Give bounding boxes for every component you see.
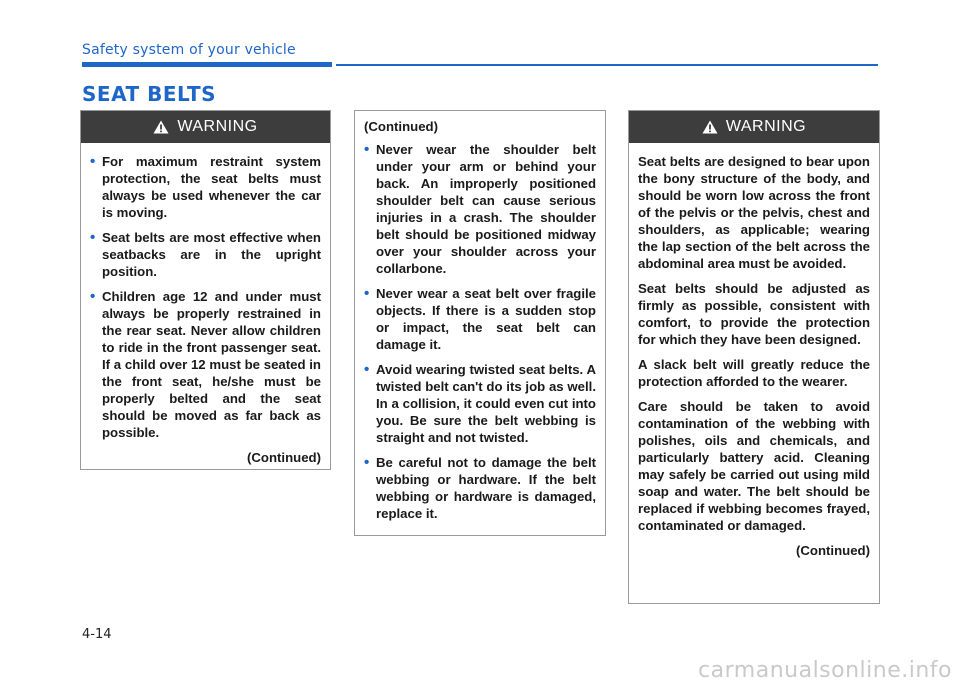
- bullet-icon: •: [90, 229, 96, 246]
- warning-triangle-icon: [702, 120, 718, 134]
- warning-content-left: [81, 143, 330, 474]
- warning-box-right: [628, 110, 880, 604]
- paragraph: Seat belts are designed to bear upon the bony structure of the body, and should be worn low across the front of the pelvis or the pelvis, chest and shoulders, as applicable; wearing the lap section of the belt across the abdominal area must be avoided.: [638, 154, 870, 271]
- list-item: • Avoid wearing twisted seat belts. A twisted belt can't do its job as well. In a collision, it could even cut into you. Be sure the belt webbing is straight and not twisted.: [364, 361, 596, 445]
- list-item: • Children age 12 and under must always be properly restrained in the rear seat. Never allow children to ride in the front passenger seat. If a child over 12 must be seated in the front seat, he/she must be properly belted and the seat should be moved as far back as possible.: [90, 288, 321, 440]
- warning-label: WARNING: [725, 118, 807, 135]
- bullet-icon: •: [364, 361, 370, 378]
- warning-triangle-icon: [153, 120, 169, 134]
- bullet-icon: •: [90, 153, 96, 170]
- list-item: • Be careful not to damage the belt webbing or hardware. If the belt webbing or hardware is damaged, replace it.: [364, 454, 596, 521]
- running-header: Safety system of your vehicle: [82, 42, 296, 58]
- continued-box-middle: [354, 110, 606, 536]
- continued-content-middle: [355, 111, 605, 538]
- warning-header-left: [81, 111, 330, 143]
- header-rule-thick: [82, 62, 332, 67]
- bullet-icon: •: [364, 454, 370, 471]
- bullet-icon: •: [90, 288, 96, 305]
- continued-label: (Continued): [364, 119, 438, 134]
- watermark: carmanualsonline.info: [698, 658, 952, 683]
- warning-header-right: [629, 111, 879, 143]
- section-title: SEAT BELTS: [82, 82, 216, 106]
- list-item: • For maximum restraint system protection, the seat belts must always be used whenever the car is moving.: [90, 153, 321, 220]
- paragraph: A slack belt will greatly reduce the protection afforded to the wearer.: [638, 357, 870, 389]
- bullet-icon: •: [364, 141, 370, 158]
- list-item: • Never wear the shoulder belt under your arm or behind your back. An improperly positioned shoulder belt can cause serious injuries in a crash. The shoulder belt should be positioned midway over your shoulder across your collarbone.: [364, 141, 596, 276]
- bullet-icon: •: [364, 285, 370, 302]
- warning-label: WARNING: [177, 118, 258, 135]
- warning-box-left: [80, 110, 331, 470]
- page-number: 4-14: [82, 627, 112, 642]
- continued-label: (Continued): [247, 450, 321, 465]
- header-rule-thin: [336, 64, 878, 66]
- continued-label: (Continued): [796, 543, 870, 558]
- paragraph: Seat belts should be adjusted as firmly as possible, consistent with comfort, to provide the protection for which they have been designed.: [638, 281, 870, 347]
- list-item: • Seat belts are most effective when seatbacks are in the upright position.: [90, 229, 321, 279]
- list-item: • Never wear a seat belt over fragile objects. If there is a sudden stop or impact, the seat belt can damage it.: [364, 285, 596, 352]
- warning-content-right: [629, 143, 879, 567]
- paragraph: Care should be taken to avoid contamination of the webbing with polishes, oils and chemicals, and particularly battery acid. Cleaning may safely be carried out using mild soap and water. The belt should be replaced if webbing becomes frayed, contaminated or damaged.: [638, 399, 870, 533]
